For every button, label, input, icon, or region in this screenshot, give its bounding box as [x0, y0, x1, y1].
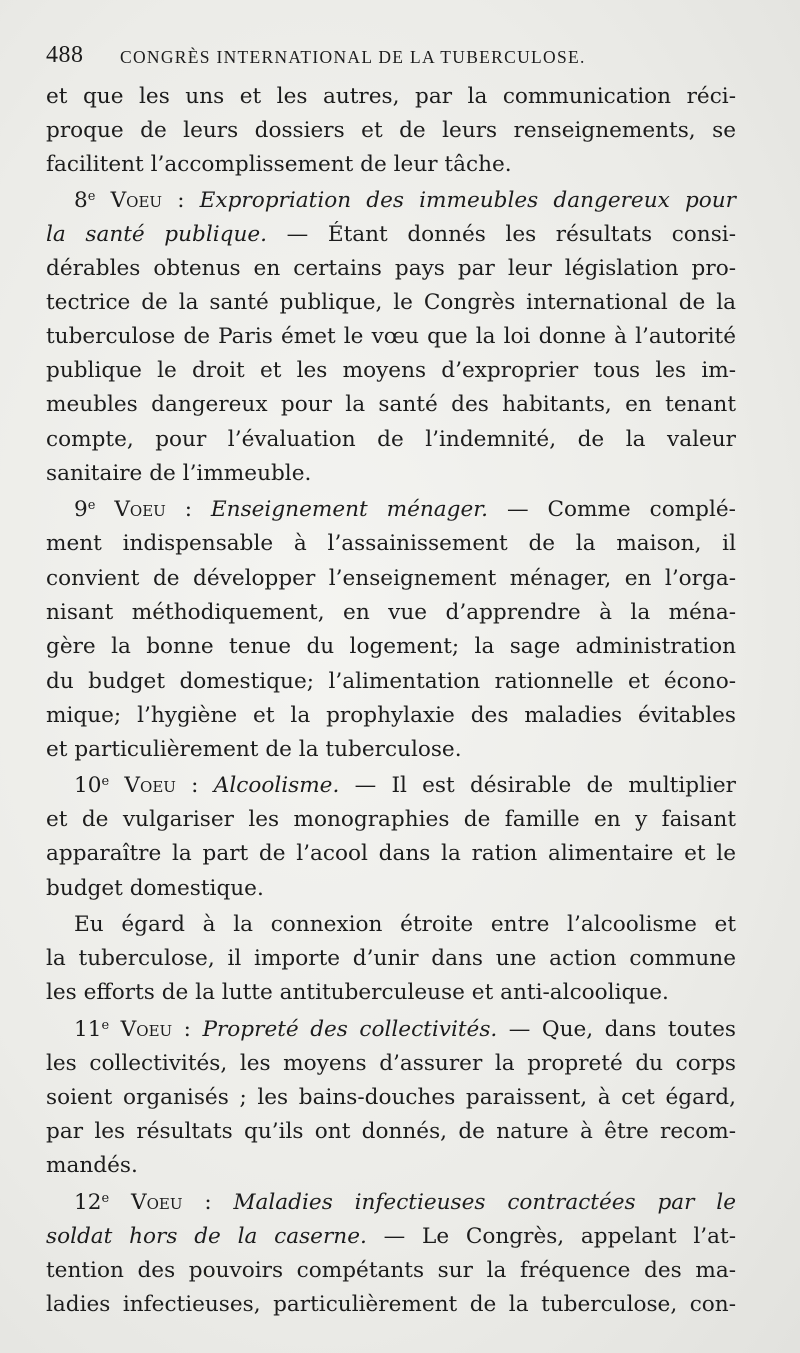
text-line: ment indispensable à l’assainissement de la maison, il — [46, 531, 736, 556]
text-line: tectrice de la santé publique, le Congrès international de la — [46, 290, 736, 315]
page-header — [46, 42, 746, 78]
voeu-title: Propreté des collectivités. — [202, 1017, 498, 1042]
voeu-title: Maladies infectieuses contractées par le — [233, 1190, 736, 1215]
voeu-label: Voeu — [114, 497, 166, 522]
text-line: et de vulgariser les monographies de famille en y faisant — [46, 807, 736, 832]
text-line: la santé publique. — Étant donnés les résultats consi- — [46, 222, 736, 247]
voeu-label: Voeu — [110, 188, 163, 213]
text-line: les collectivités, les moyens d’assurer la propreté du corps — [46, 1051, 736, 1076]
text-line: mandés. — [46, 1153, 138, 1178]
voeu-title: Enseignement ménager. — [210, 497, 489, 522]
text-line: budget domestique. — [46, 876, 264, 901]
text-line: et que les uns et les autres, par la communication réci- — [46, 84, 736, 109]
voeu-title: Expropriation des immeubles dangereux pour — [199, 188, 736, 213]
voeu-heading-line: 11e Voeu : Propreté des collectivités. — Que, dans toutes — [74, 1017, 736, 1042]
voeu-heading-line: 10e Voeu : Alcoolisme. — Il est désirable de multiplier — [74, 773, 736, 798]
voeu-title: soldat hors de la caserne. — [46, 1224, 367, 1249]
text-line: les efforts de la lutte antituberculeuse et anti-alcoolique. — [46, 980, 669, 1005]
text-line: facilitent l’accomplissement de leur tâche. — [46, 152, 512, 177]
voeu-label: Voeu — [131, 1190, 183, 1215]
text-line: Eu égard à la connexion étroite entre l’alcoolisme et — [74, 912, 736, 937]
text-line: apparaître la part de l’acool dans la ration alimentaire et le — [46, 841, 736, 866]
text-line: meubles dangereux pour la santé des habitants, en tenant — [46, 392, 736, 417]
text-line: ladies infectieuses, particulièrement de la tuberculose, con- — [46, 1292, 736, 1317]
text-line: tention des pouvoirs compétants sur la fréquence des ma- — [46, 1258, 736, 1283]
text-line: publique le droit et les moyens d’exproprier tous les im- — [46, 358, 736, 383]
text-line: proque de leurs dossiers et de leurs renseignements, se — [46, 118, 736, 143]
text-line: du budget domestique; l’alimentation rationnelle et écono- — [46, 669, 736, 694]
text-line: gère la bonne tenue du logement; la sage administration — [46, 634, 736, 659]
voeu-heading-line: 9e Voeu : Enseignement ménager. — Comme complé- — [74, 497, 736, 522]
text-line: et particulièrement de la tuberculose. — [46, 737, 462, 762]
text-line: par les résultats qu’ils ont donnés, de nature à être recom- — [46, 1119, 736, 1144]
text-line: dérables obtenus en certains pays par leur législation pro- — [46, 256, 736, 281]
voeu-title: Alcoolisme. — [213, 773, 340, 798]
text-line: la tuberculose, il importe d’unir dans une action commune — [46, 946, 736, 971]
voeu-title: la santé publique. — [46, 222, 268, 247]
voeu-heading-line: 12e Voeu : Maladies infectieuses contractées par le — [74, 1190, 736, 1215]
running-head: CONGRÈS INTERNATIONAL DE LA TUBERCULOSE. — [120, 47, 586, 67]
page-number: 488 — [46, 42, 84, 68]
text-line: sanitaire de l’immeuble. — [46, 461, 312, 486]
text-line: nisant méthodiquement, en vue d’apprendre à la ména- — [46, 600, 736, 625]
text-line: convient de développer l’enseignement ménager, en l’orga- — [46, 566, 736, 591]
text-line: compte, pour l’évaluation de l’indemnité, de la valeur — [46, 427, 736, 452]
text-line: mique; l’hygiène et la prophylaxie des maladies évitables — [46, 703, 736, 728]
text-line: soient organisés ; les bains-douches paraissent, à cet égard, — [46, 1085, 736, 1110]
voeu-label: Voeu — [124, 773, 176, 798]
voeu-heading-line: 8e Voeu : Expropriation des immeubles dangereux pour — [74, 188, 736, 213]
text-line: soldat hors de la caserne. — Le Congrès, appelant l’at- — [46, 1224, 736, 1249]
voeu-label: Voeu — [120, 1017, 173, 1042]
text-line: tuberculose de Paris émet le vœu que la loi donne à l’autorité — [46, 324, 736, 349]
